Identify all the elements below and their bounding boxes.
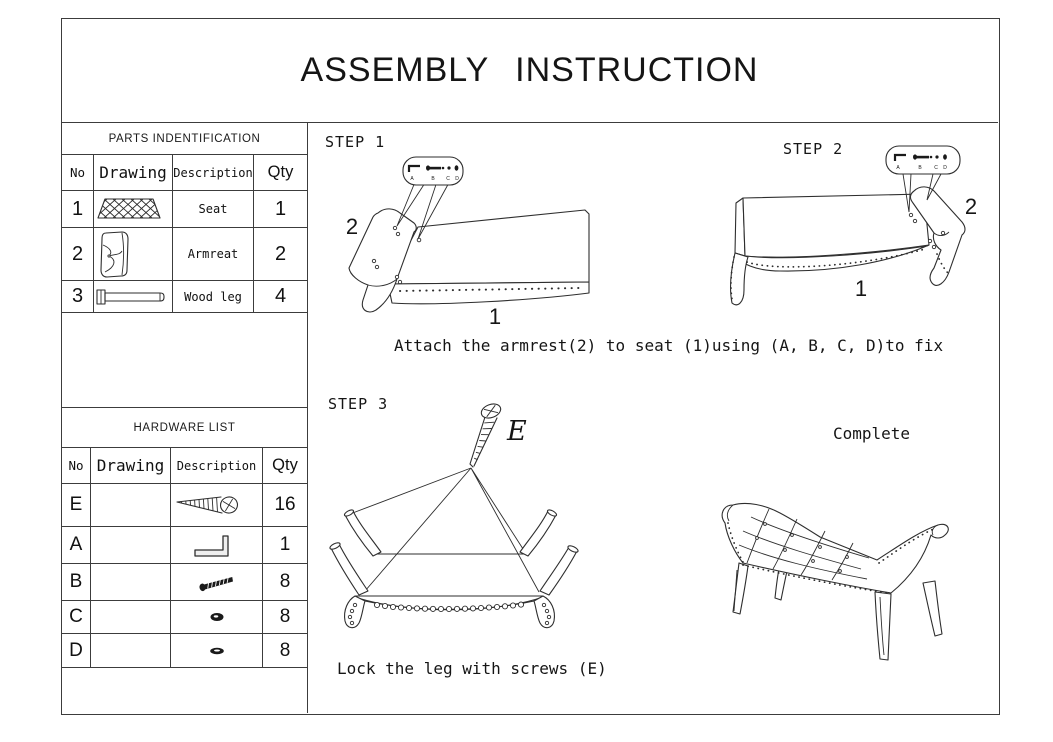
hw-col-drawing: Drawing <box>91 448 171 484</box>
part-no: 2 <box>62 228 94 281</box>
hardware-table-title: HARDWARE LIST <box>62 408 308 448</box>
nut-sketch <box>171 634 263 668</box>
washer-icon <box>935 155 938 158</box>
small-screw-sketch <box>171 564 263 601</box>
hw-row-C <box>62 601 308 634</box>
title-block <box>61 18 998 123</box>
parts-col-description: Description <box>173 155 254 191</box>
part-no: 3 <box>62 281 94 313</box>
seat-top <box>388 210 589 284</box>
hw-qty: 8 <box>263 564 308 601</box>
bubble-letter-d: D <box>455 176 459 182</box>
step2-label: STEP 2 <box>783 140 844 158</box>
hw-qty: 16 <box>263 484 308 527</box>
parts-col-qty: Qty <box>254 155 308 191</box>
hw-row-A <box>62 527 308 564</box>
step1-illustration <box>330 142 650 338</box>
hw-qty: 1 <box>263 527 308 564</box>
step3-screw-letter: E <box>507 416 527 447</box>
step1-seat-number: 1 <box>488 304 502 329</box>
seat-sketch <box>94 191 173 228</box>
complete-illustration <box>695 475 995 690</box>
wood-leg-sketch <box>94 281 173 313</box>
seat-front <box>388 282 589 304</box>
part-qty: 2 <box>254 228 308 281</box>
hw-drawing-empty <box>91 601 171 634</box>
step2-armrest-number: 2 <box>964 194 978 219</box>
hw-col-qty: Qty <box>263 448 308 484</box>
step2-seat-number: 1 <box>854 276 868 301</box>
bubble-letter-b: B <box>431 176 435 182</box>
nut-icon <box>455 165 459 170</box>
step3-illustration <box>325 398 645 656</box>
step2-illustration <box>705 142 1005 342</box>
bubble-letter-c: C <box>934 165 938 171</box>
parts-col-drawing: Drawing <box>94 155 173 191</box>
nut-icon <box>943 154 947 159</box>
hw-col-description: Description <box>171 448 263 484</box>
step1-label: STEP 1 <box>325 133 386 151</box>
parts-row-wood-leg <box>62 281 308 313</box>
hw-col-no: No <box>62 448 91 484</box>
part-description: Armreat <box>173 228 254 281</box>
washer-icon <box>447 166 450 169</box>
washer-sketch <box>171 601 263 634</box>
parts-col-no: No <box>62 155 94 191</box>
hw-qty: 8 <box>263 601 308 634</box>
hw-row-B <box>62 564 308 601</box>
bench-base <box>345 596 555 628</box>
seat-front <box>743 194 929 257</box>
bubble-letter-c: C <box>446 176 450 182</box>
step1-armrest-number: 2 <box>345 214 359 239</box>
armrest-sketch <box>94 228 173 281</box>
complete-label: Complete <box>833 424 911 443</box>
part-qty: 4 <box>254 281 308 313</box>
screw-e <box>470 401 503 467</box>
steps12-caption: Attach the armrest(2) to seat (1)using (A, B, C, D)to fix <box>394 336 944 355</box>
parts-table-title: PARTS INDENTIFICATION <box>62 123 308 155</box>
bench-legs <box>329 509 579 595</box>
hw-drawing-empty <box>91 484 171 527</box>
bubble-letter-b: B <box>918 165 922 171</box>
parts-panel <box>61 123 308 713</box>
hw-no: E <box>62 484 91 527</box>
hw-no: C <box>62 601 91 634</box>
hw-row-E <box>62 484 308 527</box>
parts-row-seat <box>62 191 308 228</box>
long-screw-sketch <box>171 484 263 527</box>
hw-no: D <box>62 634 91 668</box>
hw-drawing-empty <box>91 634 171 668</box>
hw-drawing-empty <box>91 564 171 601</box>
allen-key-sketch <box>171 527 263 564</box>
hw-no: B <box>62 564 91 601</box>
part-qty: 1 <box>254 191 308 228</box>
hardware-table <box>61 407 308 668</box>
step3-caption: Lock the leg with screws (E) <box>337 659 607 678</box>
parts-row-armrest <box>62 228 308 281</box>
hw-drawing-empty <box>91 527 171 564</box>
hw-qty: 8 <box>263 634 308 668</box>
parts-table <box>61 122 308 313</box>
bubble-letter-a: A <box>410 176 414 182</box>
bubble-letter-d: D <box>943 165 947 171</box>
bubble-letter-a: A <box>896 165 900 171</box>
part-description: Wood leg <box>173 281 254 313</box>
part-description: Seat <box>173 191 254 228</box>
step3-label: STEP 3 <box>328 395 389 413</box>
hw-row-D <box>62 634 308 668</box>
page-title: ASSEMBLY INSTRUCTION <box>300 50 759 89</box>
hw-no: A <box>62 527 91 564</box>
finished-bench <box>722 503 948 660</box>
corner-flap <box>731 253 748 305</box>
part-no: 1 <box>62 191 94 228</box>
